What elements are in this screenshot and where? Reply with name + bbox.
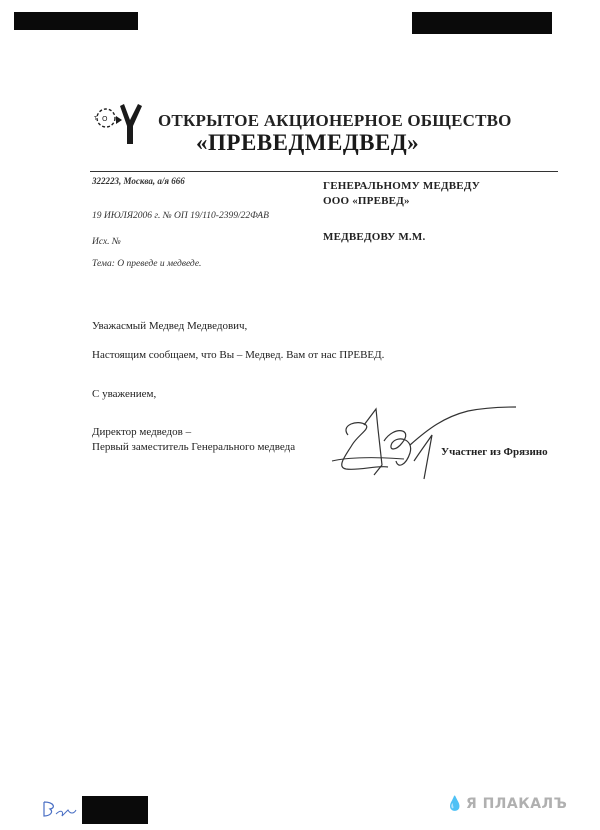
letter-greeting: Уважасмый Медвед Медведович, [92,320,248,332]
org-name-line2: «ПРЕВЕДМЕДВЕД» [196,130,420,155]
recipient-company: ООО «ПРЕВЕД» [323,195,410,207]
recipient-title: ГЕНЕРАЛЬНОМУ МЕДВЕДУ [323,180,481,192]
letter-subject: Тема: О преведе и медведе. [92,259,202,269]
recipient-name: МЕДВЕДОВУ М.М. [323,231,426,243]
org-name-line1: ОТКРЫТОЕ АКЦИОНЕРНОЕ ОБЩЕСТВО [158,111,512,130]
signer-title-line1: Директор медведов – [92,426,192,438]
svg-text:Т: Т [94,116,98,122]
date-reference: 19 ИЮЛЯ2006 г. № ОП 19/110-2399/22ФАВ [92,211,269,221]
signer-name: Участнег из Фрязино [441,446,548,458]
site-watermark [446,796,567,812]
handwritten-signature [318,395,523,485]
redaction-bar-top-left [14,12,138,30]
redaction-bar-top-right [412,12,552,34]
company-logo [86,98,150,148]
signer-title-line2: Первый заместитель Генерального медведа [92,441,296,453]
postal-address: 322223, Москва, а/я 666 [92,176,185,186]
letter-closing: С уважением, [92,388,157,400]
letter-message: Настоящим сообщаем, что Вы – Медвед. Вам от нас ПРЕВЕД. [92,349,385,361]
redaction-bar-bottom [82,796,148,824]
outgoing-number: Исх. № [92,237,121,247]
drop-icon: 💧 [446,796,464,812]
header-divider [90,171,558,172]
watermark-text: Я ПЛАКАЛЪ [465,796,568,812]
handwritten-mark [40,796,78,822]
svg-text:О: О [102,115,108,123]
